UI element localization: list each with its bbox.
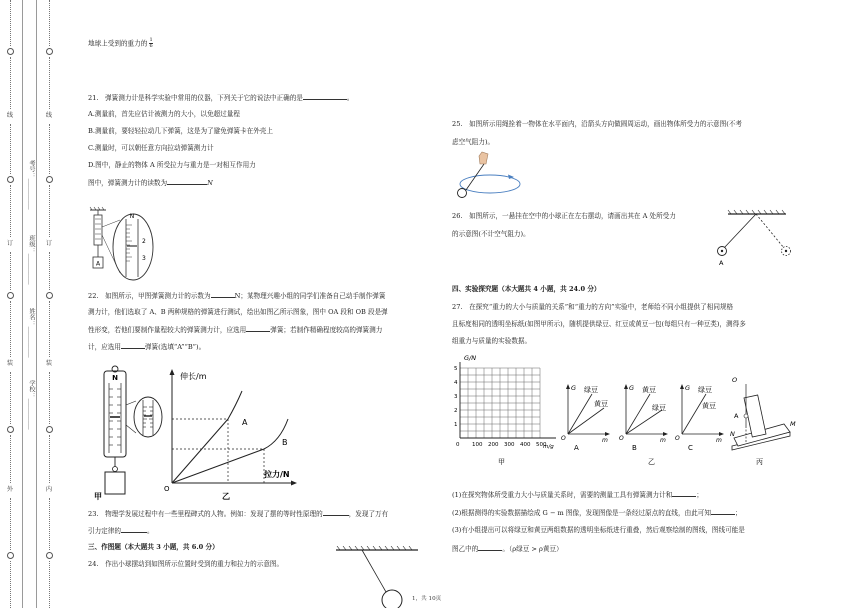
- q21-tick-3: 3: [142, 255, 146, 262]
- grid-x-tick: 500: [536, 442, 547, 448]
- inner-label-zhuang: 装: [45, 360, 53, 367]
- q22-figure: [92, 365, 302, 505]
- q24-pendulum-figure: [332, 546, 422, 608]
- q26-line-1: 26. 如图所示，一悬挂在空中的小球正在左右摆动，请画出其在 A 处所受力: [452, 212, 676, 220]
- q27-caption-yi: 乙: [648, 458, 655, 466]
- q23-line-2: 引力定律的 。: [88, 527, 154, 535]
- inner-label-nei: 内: [45, 486, 53, 493]
- grid-y-tick: 3: [454, 394, 458, 400]
- section-4-heading: 四、实验探究题（本大题共 4 小题，共 24.0 分）: [452, 285, 601, 293]
- svg-text:黄豆: 黄豆: [594, 400, 608, 408]
- q21-scale-unit: N: [129, 213, 135, 220]
- q22-line-4: 计，应选用 弹簧(选填“A”“B”)。: [88, 343, 206, 351]
- q27-sub-3: (3)有小组提出可以将绿豆和黄豆两组数据的透明坐标纸进行重叠，然后观察绘制的图线，图线可能是: [452, 526, 745, 534]
- svg-text:m: m: [660, 437, 666, 444]
- outer-cut-line: [4, 0, 16, 608]
- q21-reading: 图中，弹簧测力计的读数为 N: [88, 179, 213, 187]
- q27-sub-3-cont: 图乙中的 。（ρ绿豆 > ρ黄豆）: [452, 545, 563, 553]
- field-name: 姓名：__________: [28, 308, 35, 358]
- q23-line-1: 23. 物理学发展过程中有一些里程碑式的人物。例如：发现了摆的等时性原理的 ，发现了万有: [88, 510, 389, 518]
- q27-mini-graph-c: [675, 384, 724, 452]
- grid-y-tick: 2: [454, 408, 458, 414]
- q26-line-2: 的示意图(不计空气阻力)。: [452, 230, 530, 238]
- q22-y-label: 伸长/m: [180, 372, 207, 381]
- svg-text:M: M: [790, 420, 796, 428]
- grid-x-tick: 0: [456, 442, 460, 448]
- q27-grid-y-label: G/N: [464, 354, 477, 362]
- q27-sub-2: (2)根据测得的实验数据描绘成 G − m 图像，发现图像是一条经过原点的直线，由此可知 ；: [452, 509, 742, 517]
- grid-y-tick: 4: [454, 380, 458, 386]
- q27-caption-jia: 甲: [498, 458, 505, 466]
- q21-option-c: C.测量时，可以朝任意方向拉动弹簧测力计: [88, 144, 214, 152]
- q26-pendulum-figure: [714, 208, 800, 268]
- svg-text:黄豆: 黄豆: [642, 386, 656, 394]
- svg-text:O: O: [675, 435, 680, 442]
- outer-label-zhuang: 装: [6, 360, 14, 367]
- q22-origin: O: [164, 485, 170, 493]
- svg-text:黄豆: 黄豆: [702, 402, 716, 410]
- q21-spring-scale-figure: [88, 205, 168, 283]
- svg-text:G: G: [571, 384, 577, 392]
- svg-text:B: B: [632, 444, 637, 452]
- inner-cut-line: [43, 0, 55, 608]
- q22-line-2: 测力计，他们选取了 A、B 两种规格的弹簧进行测试，绘出如图乙所示图象，图中 OA 段和 OB 段是弹: [88, 308, 388, 316]
- q27-mini-graph-a: [561, 384, 610, 452]
- q22-line-b-label: B: [282, 438, 288, 447]
- svg-text:绿豆: 绿豆: [584, 386, 598, 394]
- q21-block-label: A: [95, 260, 101, 268]
- binding-margin: [0, 0, 60, 608]
- svg-text:绿豆: 绿豆: [652, 404, 666, 412]
- svg-text:G: G: [629, 384, 635, 392]
- q22-line-a-label: A: [242, 418, 248, 427]
- q25-circular-motion-figure: [452, 150, 532, 202]
- q27-line-3: 组重力与质量的实验数据。: [452, 337, 532, 345]
- q25-line-1: 25. 如图所示用绳拴着一物体在水平面内，沿箭头方向做圆周运动，画出物体所受力的示意图(不考: [452, 120, 742, 128]
- q27-figures: [452, 350, 802, 470]
- q27-grid-jia: [454, 354, 556, 466]
- q21-tick-2: 2: [142, 238, 146, 245]
- svg-text:N: N: [730, 430, 735, 438]
- svg-text:m: m: [602, 437, 608, 444]
- outer-label-line: 线: [6, 112, 14, 119]
- q22-line-1: 22. 如图所示，甲图弹簧测力计的示数为 N；某物理兴趣小组的同学们准备自己动手制作弹簧: [88, 292, 386, 300]
- q27-line-1: 27. 在探究“重力的大小与质量的关系”和“重力的方向”实验中，老师给不同小组提供了相同规格: [452, 303, 734, 311]
- q26-point-a: A: [719, 259, 724, 267]
- inner-label-line: 线: [45, 112, 53, 119]
- svg-text:丙: 丙: [756, 458, 763, 466]
- svg-text:O: O: [619, 435, 624, 442]
- svg-text:O: O: [561, 435, 566, 442]
- q22-x-label: 拉力/N: [264, 470, 290, 479]
- svg-text:O: O: [732, 376, 738, 384]
- field-school: 学校：__________: [28, 380, 35, 430]
- outer-label-wai: 外: [6, 486, 14, 493]
- svg-text:C: C: [688, 444, 693, 452]
- q27-sub-1: (1)在探究物体所受重力大小与质量关系时，需要的测量工具有弹簧测力计和 ；: [452, 491, 703, 499]
- q21-option-a: A.测量前，首先应估计被测力的大小，以免超过量程: [88, 110, 240, 118]
- grid-x-tick: 400: [520, 442, 531, 448]
- section-3-heading: 三、作图题（本大题共 3 小题，共 6.0 分）: [88, 543, 219, 551]
- q21-option-b: B.测量前，要轻轻拉动几下弹簧，这是为了避免弹簧卡在外壳上: [88, 127, 273, 135]
- field-exam-number: 考号：__________: [28, 160, 35, 210]
- q21-stem: 21. 弹簧测力计是科学实验中常用的仪器，下列关于它的说法中正确的是 。: [88, 94, 354, 102]
- q22-caption-jia: 甲: [94, 492, 102, 501]
- grid-y-tick: 1: [454, 422, 458, 428]
- field-class: 班级：__________: [28, 235, 35, 285]
- grid-x-tick: 200: [488, 442, 499, 448]
- grid-x-tick: 100: [472, 442, 483, 448]
- q25-line-2: 虑空气阻力)。: [452, 138, 495, 146]
- svg-text:m: m: [716, 437, 722, 444]
- q21-option-d: D.图中，静止的物体 A 所受拉力与重力是一对相互作用力: [88, 161, 256, 169]
- q27-line-2: 且标度相同的透明坐标纸(如图甲所示)，随机提供绿豆、红豆或黄豆一包(每组只有一种豆类)，测得多: [452, 320, 746, 328]
- inner-label-ding: 订: [45, 240, 53, 247]
- binding-bar: [22, 0, 37, 608]
- q27-mini-graph-b: [619, 384, 668, 452]
- outer-label-ding: 订: [6, 240, 14, 247]
- intro-line: 地球上受到的重力的 $\frac{1}{6}$: [88, 37, 153, 49]
- svg-text:绿豆: 绿豆: [698, 386, 712, 394]
- q22-caption-yi: 乙: [222, 492, 230, 501]
- grid-y-tick: 5: [454, 366, 458, 372]
- page-footer: 1，共 10页: [412, 596, 442, 602]
- q22-line-3: 性形变，若他们要制作量程较大的弹簧测力计，应选用 弹簧；若制作精确程度较高的弹簧测力: [88, 326, 383, 334]
- svg-text:A: A: [734, 412, 739, 420]
- svg-text:A: A: [574, 444, 579, 452]
- q24-text: 24. 作出小球摆动到如图所示位置时受到的重力和拉力的示意图。: [88, 560, 284, 568]
- q27-grid-x-label: m/g: [543, 444, 554, 450]
- grid-x-tick: 300: [504, 442, 515, 448]
- svg-text:G: G: [685, 384, 691, 392]
- q22-scale-unit: N: [112, 374, 118, 382]
- q27-figure-bing: [730, 376, 796, 466]
